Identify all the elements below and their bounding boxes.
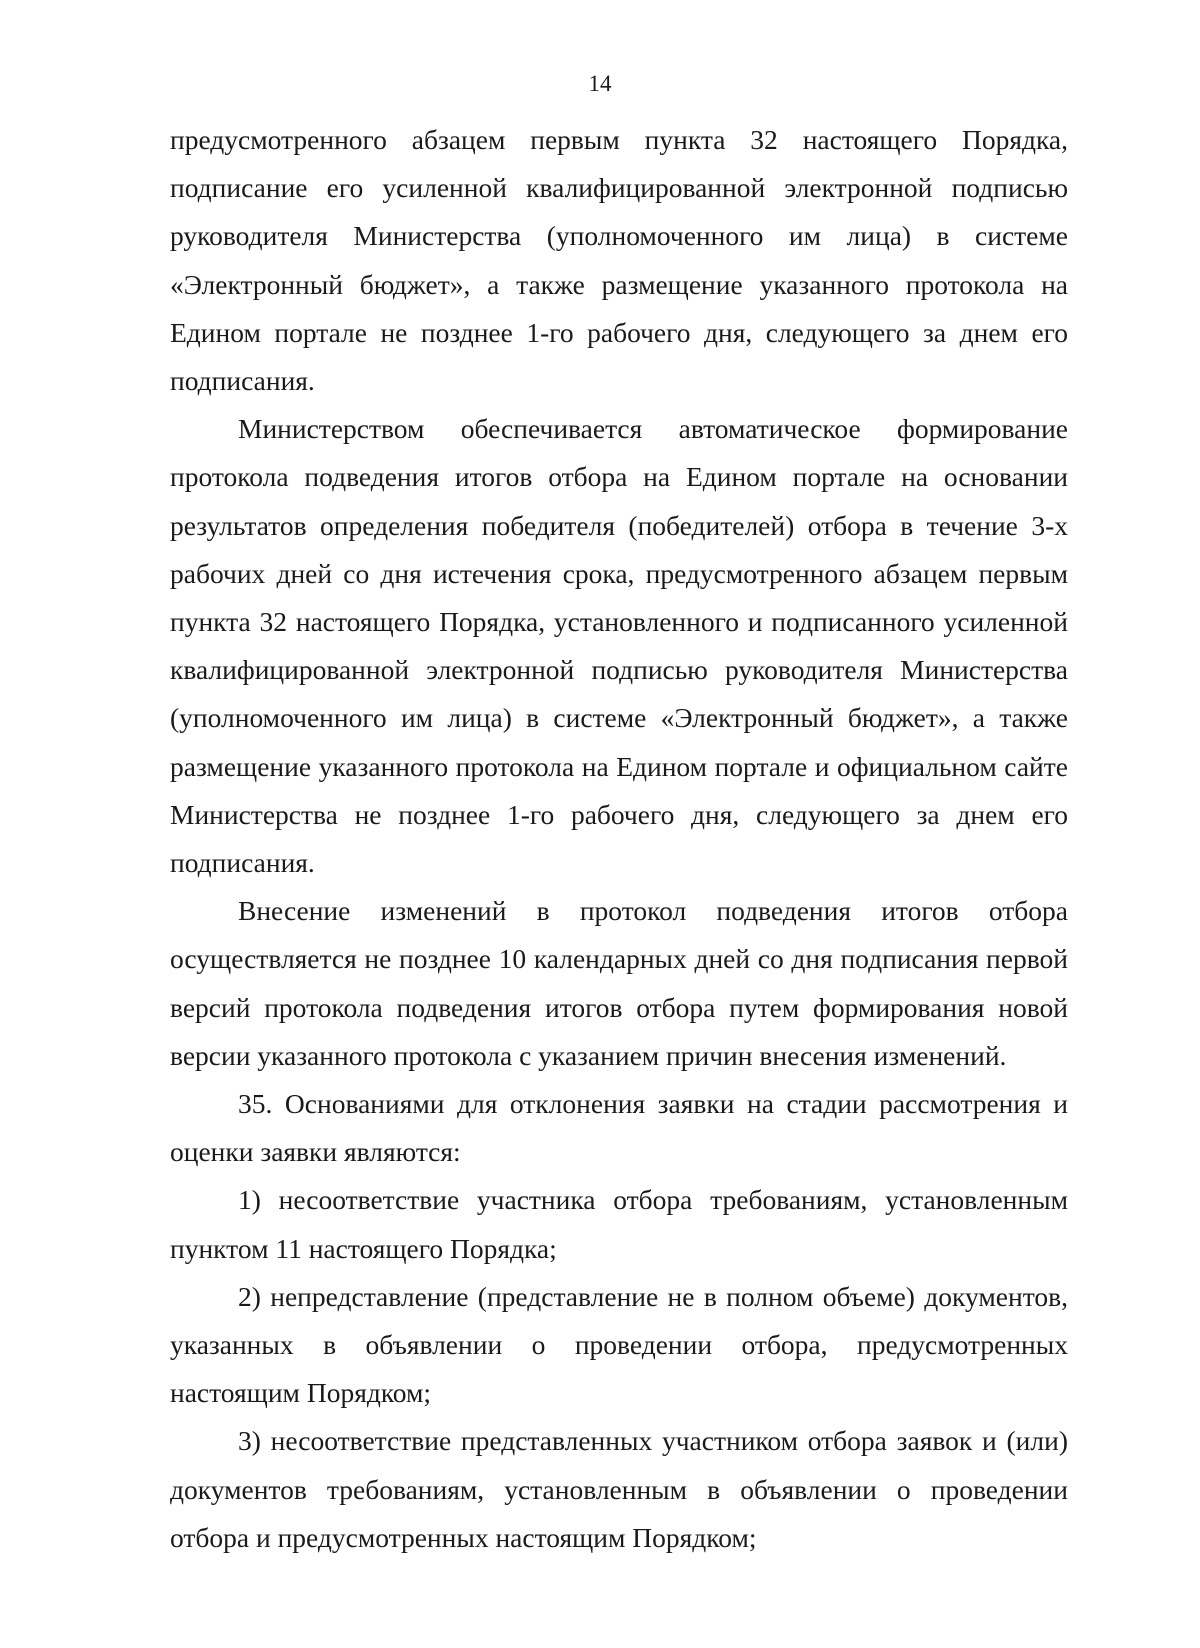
paragraph-protocol-changes: Внесение изменений в протокол подведения итогов отбора осуществляется не позднее 10 календарных дней со дня подписания первой версий протокола подведения итогов отбора путем формирования новой версии указанного протокола с указанием причин внесения изменений.	[170, 895, 1068, 1071]
paragraph-continuation: предусмотренного абзацем первым пункта 32 настоящего Порядка, подписание его усиленной квалифицированной электронной подписью руководителя Министерства (уполномоченного им лица) в системе «Электронный бюджет», а также размещение указанного протокола на Едином портале не позднее 1-го рабочего дня, следующего за днем его подписания.	[170, 124, 1068, 397]
list-item-2: 2) непредставление (представление не в полном объеме) документов, указанных в объявлении о проведении отбора, предусмотренных настоящим Порядком;	[170, 1280, 1068, 1409]
page-number: 14	[588, 71, 612, 96]
paragraph-protocol-formation: Министерством обеспечивается автоматическое формирование протокола подведения итогов отбора на Едином портале на основании результатов определения победителя (победителей) отбора в течение 3-х рабочих дней со дня истечения срока, предусмотренного абзацем первым пункта 32 настоящего Порядка, установленного и подписанного усиленной квалифицированной электронной подписью руководителя Министерства (уполномоченного им лица) в системе «Электронный бюджет», а также размещение указанного протокола на Едином портале и официальном сайте Министерства не позднее 1-го рабочего дня, следующего за днем его подписания.	[170, 413, 1068, 879]
list-item-3: 3) несоответствие представленных участником отбора заявок и (или) документов требованиям, установленным в объявлении о проведении отбора и предусмотренных настоящим Порядком;	[170, 1425, 1068, 1553]
list-item-1: 1) несоответствие участника отбора требованиям, установленным пунктом 11 настоящего Порядка;	[170, 1184, 1068, 1264]
document-body	[170, 116, 1068, 1562]
paragraph-item-35: 35. Основаниями для отклонения заявки на стадии рассмотрения и оценки заявки являются:	[170, 1088, 1068, 1168]
